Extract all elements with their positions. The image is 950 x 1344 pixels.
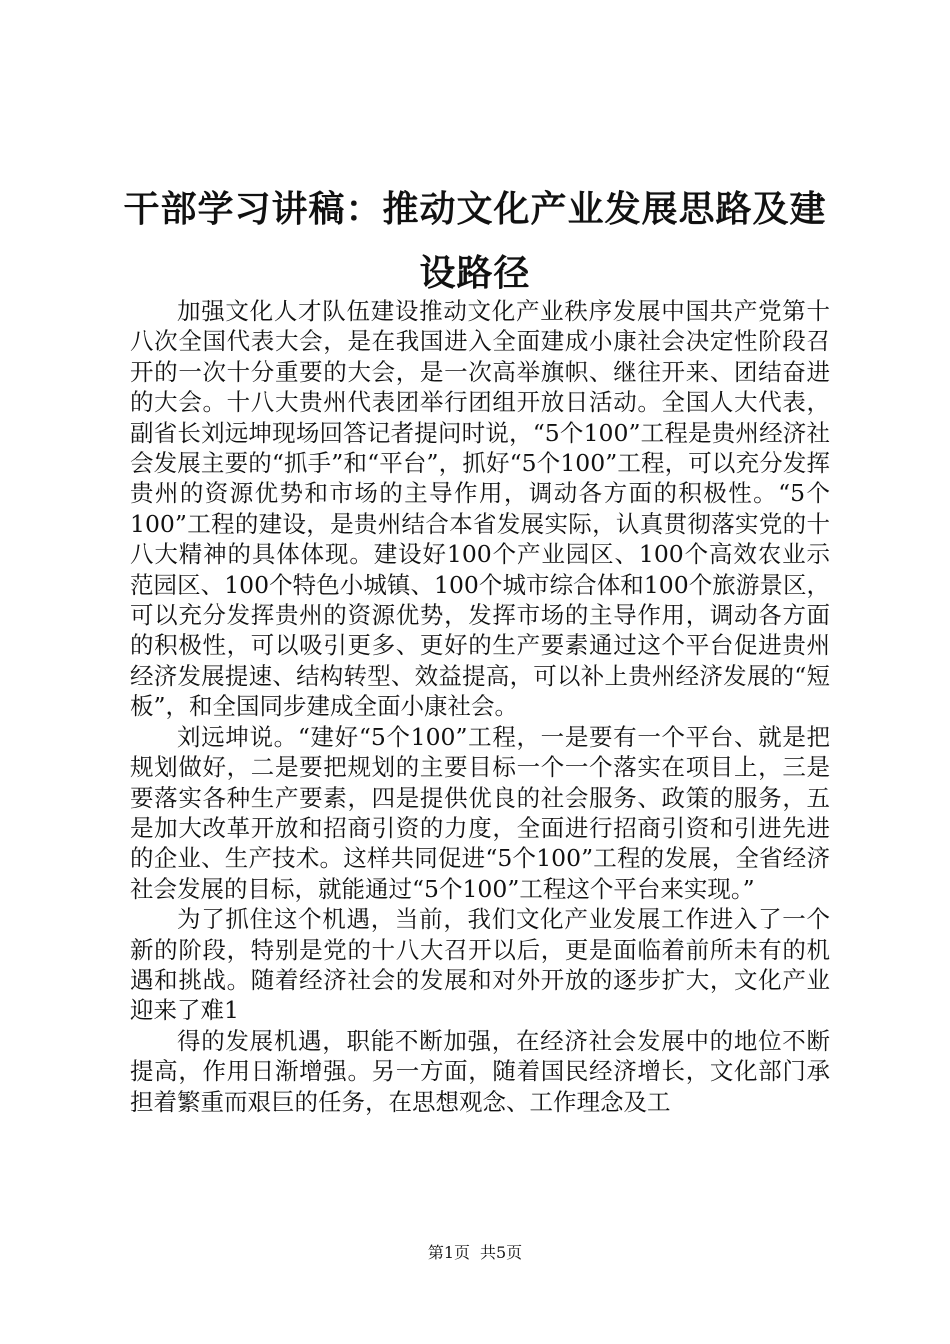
page-number-total: 共5页 bbox=[480, 1243, 523, 1262]
document-body bbox=[130, 296, 830, 1117]
document-title: 干部学习讲稿：推动文化产业发展思路及建设路径 bbox=[123, 189, 827, 294]
page-number-current: 第1页 bbox=[427, 1243, 470, 1262]
paragraph-1: 加强文化人才队伍建设推动文化产业秩序发展中国共产党第十八次全国代表大会，是在我国进入全面建成小康社会决定性阶段召开的一次十分重要的大会，是一次高举旗帜、继往开来、团结奋进的大会。十八大贵州代表团举行团组开放日活动。全国人大代表，副省长刘远坤现场回答记者提问时说，“5个100”工程是贵州经济社会发展主要的“抓手”和“平台”，抓好“5个100”工程，可以充分发挥贵州的资源优势和市场的主导作用，调动各方面的积极性。“5个100”工程的建设，是贵州结合本省发展实际，认真贯彻落实党的十八大精神的具体体现。建设好100个产业园区、100个高效农业示范园区、100个特色小城镇、100个城市综合体和100个旅游景区，可以充分发挥贵州的资源优势，发挥市场的主导作用，调动各方面的积极性，可以吸引更多、更好的生产要素通过这个平台促进贵州经济发展提速、结构转型、效益提高，可以补上贵州经济发展的“短板”，和全国同步建成全面小康社会。 bbox=[130, 297, 830, 721]
paragraph-3: 为了抓住这个机遇，当前，我们文化产业发展工作进入了一个新的阶段，特别是党的十八大召开以后，更是面临着前所未有的机遇和挑战。随着经济社会的发展和对外开放的逐步扩大，文化产业迎来了难1 bbox=[130, 905, 830, 1025]
page-footer bbox=[0, 1243, 950, 1263]
paragraph-4: 得的发展机遇，职能不断加强，在经济社会发展中的地位不断提高，作用日渐增强。另一方面，随着国民经济增长，文化部门承担着繁重而艰巨的任务，在思想观念、工作理念及工 bbox=[130, 1026, 830, 1116]
paragraph-2: 刘远坤说。“建好“5个100”工程，一是要有一个平台、就是把规划做好，二是要把规划的主要目标一个一个落实在项目上，三是要落实各种生产要素，四是提供优良的社会服务、政策的服务，五是加大改革开放和招商引资的力度，全面进行招商引资和引进先进的企业、生产技术。这样共同促进“5个100”工程的发展，全省经济社会发展的目标，就能通过“5个100”工程这个平台来实现。” bbox=[130, 722, 830, 903]
